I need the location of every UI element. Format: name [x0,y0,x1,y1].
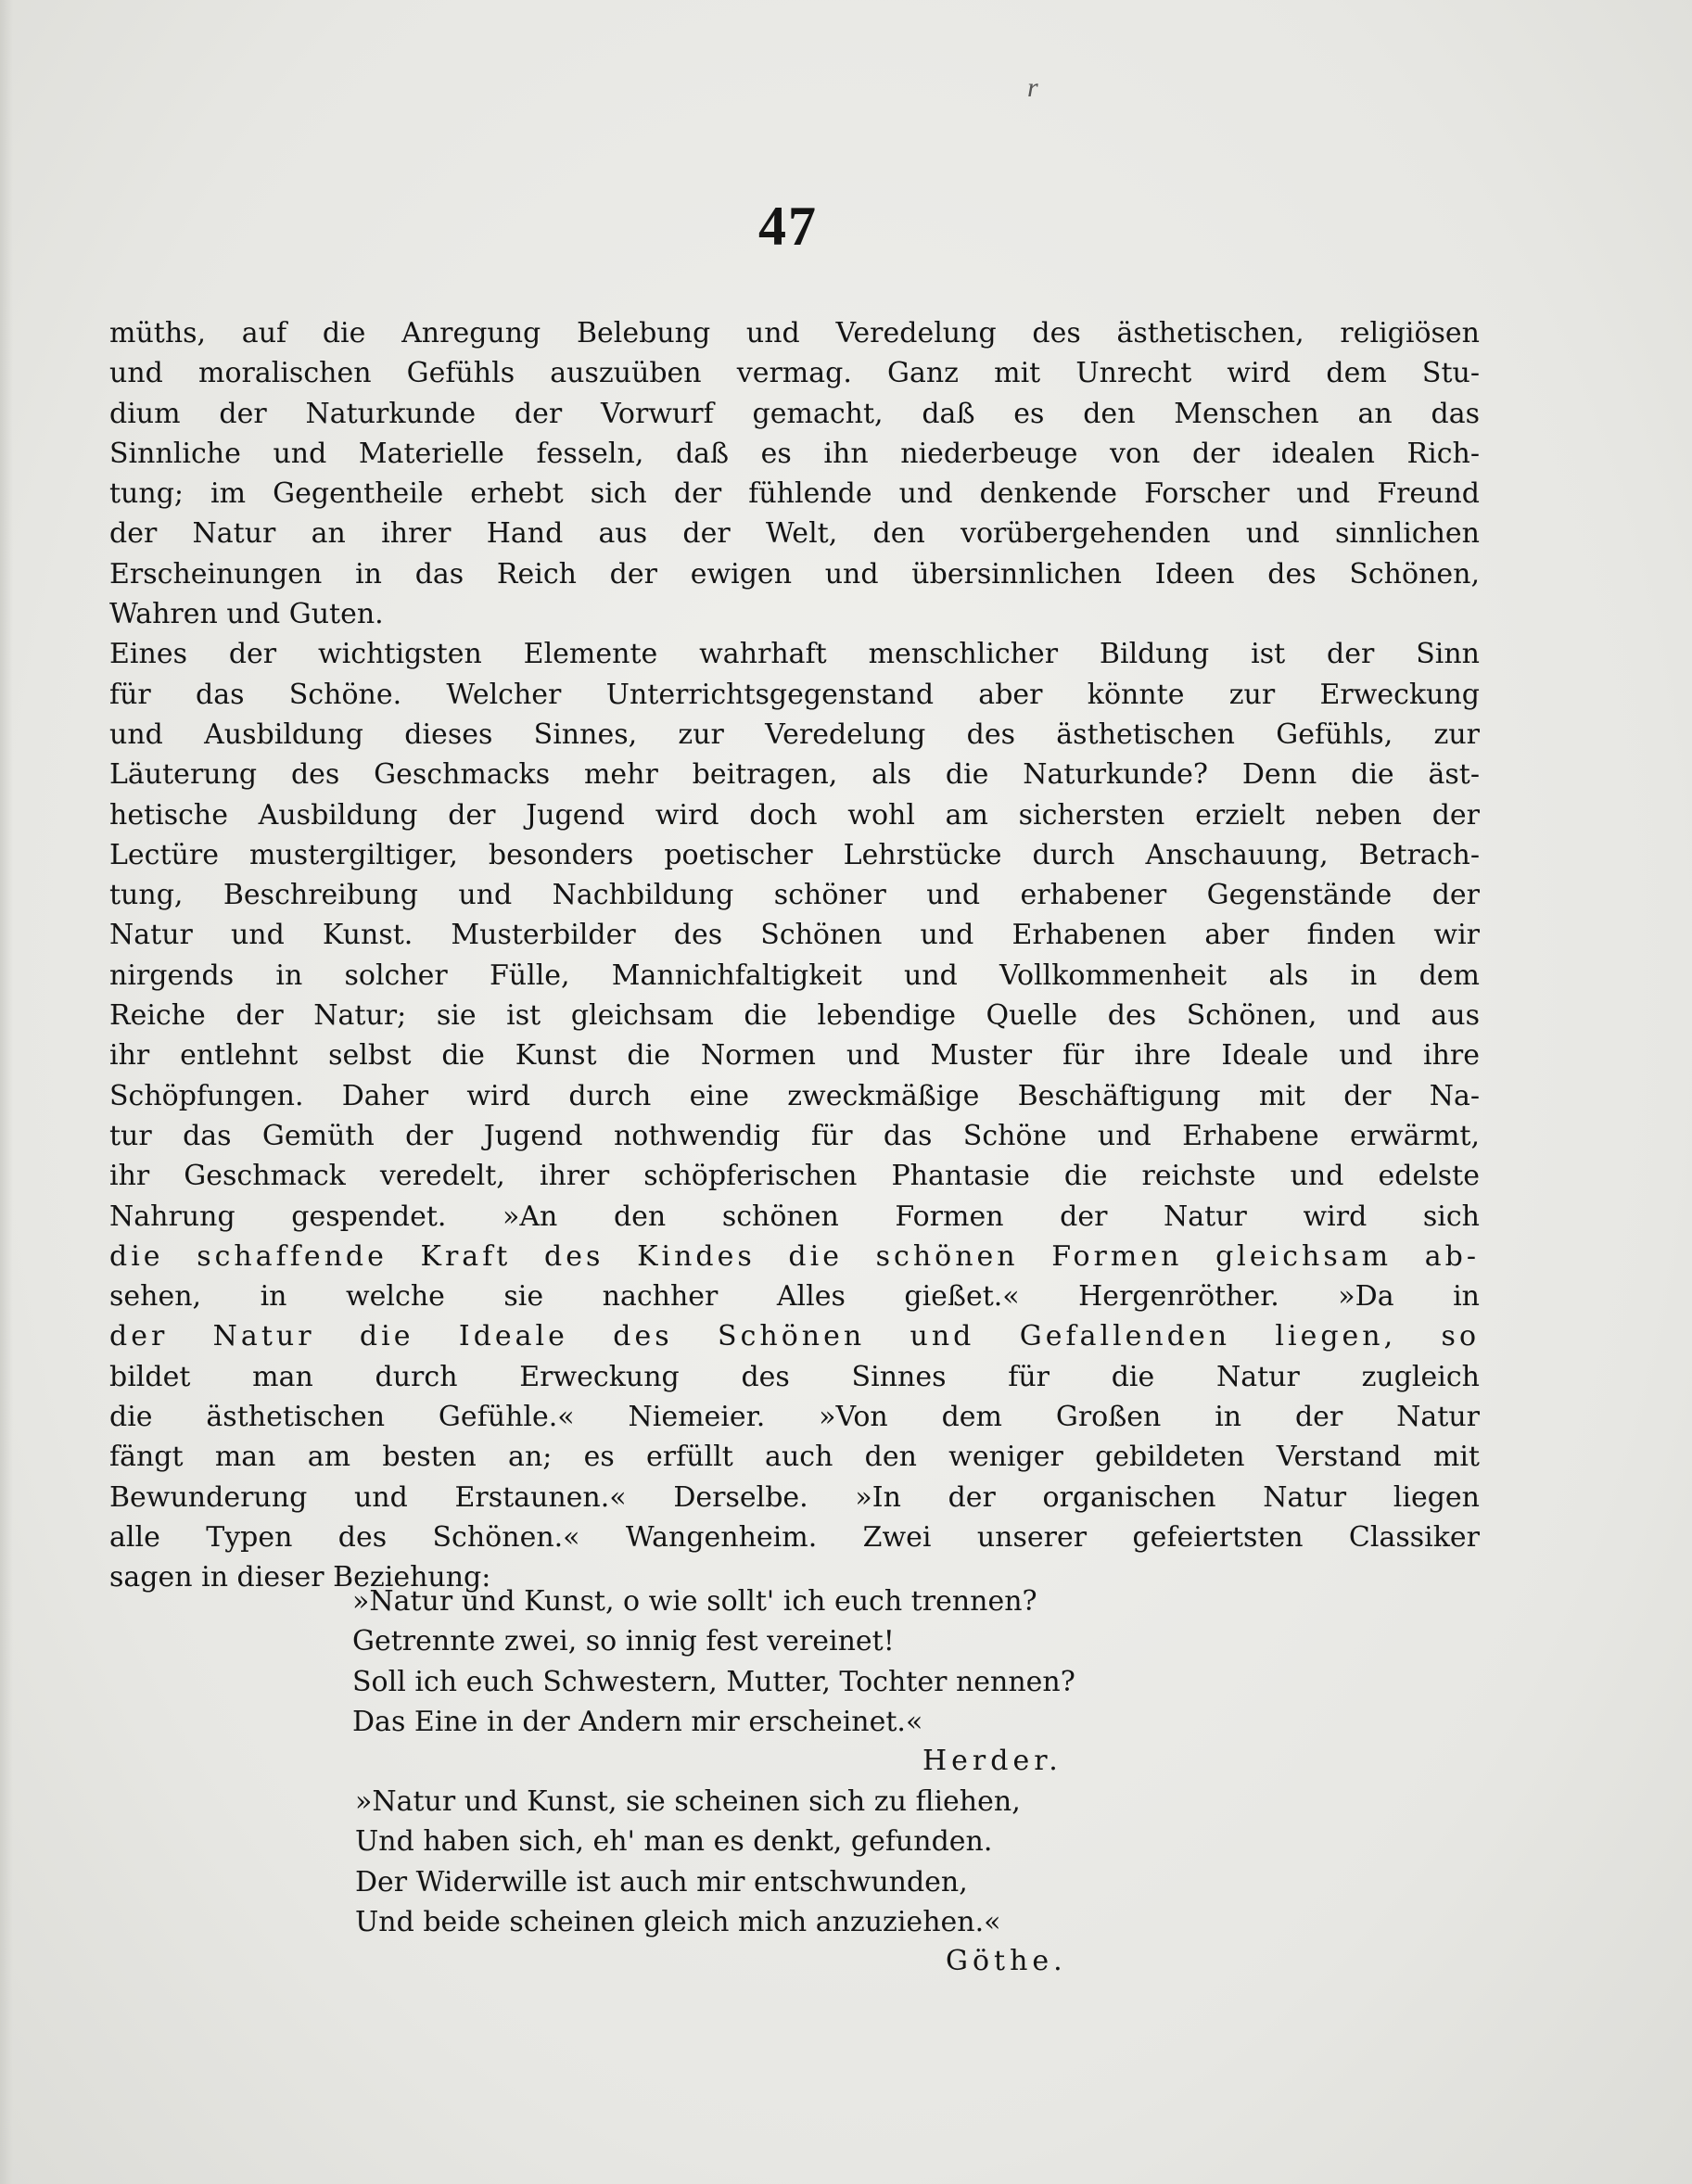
text-line: der Natur die Ideale des Schönen und Gefallenden liegen, so [109,1320,1480,1353]
page-number: 47 [758,196,818,257]
text-line: sehen, in welche sie nachher Alles gießet.« Hergenröther. »Da in [109,1280,1480,1314]
text-line: und moralischen Gefühls auszuüben vermag. Ganz mit Unrecht wird dem Stu- [109,357,1480,390]
scan-edge-shadow [0,0,13,2184]
text-line: Sinnliche und Materielle fesseln, daß es ihn niederbeuge von der idealen Rich- [109,437,1480,470]
text-line: alle Typen des Schönen.« Wangenheim. Zwei unserer gefeiertsten Classiker [109,1520,1480,1554]
text-line: für das Schöne. Welcher Unterrichtsgegenstand aber könnte zur Erweckung [109,678,1480,711]
text-line: und Ausbildung dieses Sinnes, zur Veredelung des ästhetischen Gefühls, zur [109,717,1480,751]
poem-line: Der Widerwille ist auch mir entschwunden, [355,1865,968,1898]
text-line: der Natur an ihrer Hand aus der Welt, den vorübergehenden und sinnlichen [109,517,1480,551]
text-line: hetische Ausbildung der Jugend wird doch wohl am sichersten erzielt neben der [109,798,1480,832]
text-line: Erscheinungen in das Reich der ewigen und übersinnlichen Ideen des Schönen, [109,557,1480,590]
attribution-goethe: Göthe. [946,1945,1067,1977]
poem-line: Das Eine in der Andern mir erscheinet.« [352,1705,923,1738]
text-line: nirgends in solcher Fülle, Mannichfaltigkeit und Vollkommenheit als in dem [109,959,1480,992]
text-line: tung, Beschreibung und Nachbildung schöner und erhabener Gegenstände der [109,879,1480,912]
top-pencil-mark: r [1027,72,1038,103]
text-line: die schaffende Kraft des Kindes die schönen Formen gleichsam ab- [109,1239,1480,1273]
poem-line: »Natur und Kunst, sie scheinen sich zu fliehen, [355,1785,1021,1818]
text-line: dium der Naturkunde der Vorwurf gemacht, daß es den Menschen an das [109,397,1480,430]
text-line: Läuterung des Geschmacks mehr beitragen, als die Naturkunde? Denn die äst- [109,758,1480,792]
text-line: Nahrung gespendet. »An den schönen Formen der Natur wird sich [109,1200,1480,1233]
poem-line: Getrennte zwei, so innig fest vereinet! [352,1625,895,1658]
text-line: Reiche der Natur; sie ist gleichsam die lebendige Quelle des Schönen, und aus [109,999,1480,1033]
text-line: Natur und Kunst. Musterbilder des Schönen und Erhabenen aber finden wir [109,919,1480,952]
text-line: sagen in dieser Beziehung: [109,1561,491,1594]
text-line: ihr Geschmack veredelt, ihrer schöpferischen Phantasie die reichste und edelste [109,1160,1480,1193]
text-line: Schöpfungen. Daher wird durch eine zweckmäßige Beschäftigung mit der Na- [109,1079,1480,1112]
text-line: Wahren und Guten. [109,598,384,631]
text-line: Lectüre mustergiltiger, besonders poetischer Lehrstücke durch Anschauung, Betrach- [109,838,1480,871]
text-line: ihr entlehnt selbst die Kunst die Normen und Muster für ihre Ideale und ihre [109,1039,1480,1073]
text-line: Bewunderung und Erstaunen.« Derselbe. »In der organischen Natur liegen [109,1480,1480,1514]
poem-goethe [355,1782,1021,1942]
text-line: bildet man durch Erweckung des Sinnes für die Natur zugleich [109,1360,1480,1393]
text-line: fängt man am besten an; es erfüllt auch den weniger gebildeten Verstand mit [109,1441,1480,1474]
attribution-herder: Herder. [922,1745,1062,1777]
poem-herder [352,1581,1075,1742]
body-text [109,313,1480,1598]
poem-line: Und haben sich, eh' man es denkt, gefunden. [355,1825,993,1859]
text-line: Eines der wichtigsten Elemente wahrhaft menschlicher Bildung ist der Sinn [109,638,1480,671]
text-line: müths, auf die Anregung Belebung und Veredelung des ästhetischen, religiösen [109,317,1480,349]
text-line: die ästhetischen Gefühle.« Niemeier. »Von dem Großen in der Natur [109,1401,1480,1434]
poem-line: Und beide scheinen gleich mich anzuziehen.« [355,1905,1001,1938]
poem-line: Soll ich euch Schwestern, Mutter, Tochter nennen? [352,1665,1075,1698]
text-line: tung; im Gegentheile erhebt sich der fühlende und denkende Forscher und Freund [109,477,1480,511]
poem-line: »Natur und Kunst, o wie sollt' ich euch trennen? [352,1585,1037,1618]
text-line: tur das Gemüth der Jugend nothwendig für das Schöne und Erhabene erwärmt, [109,1119,1480,1152]
